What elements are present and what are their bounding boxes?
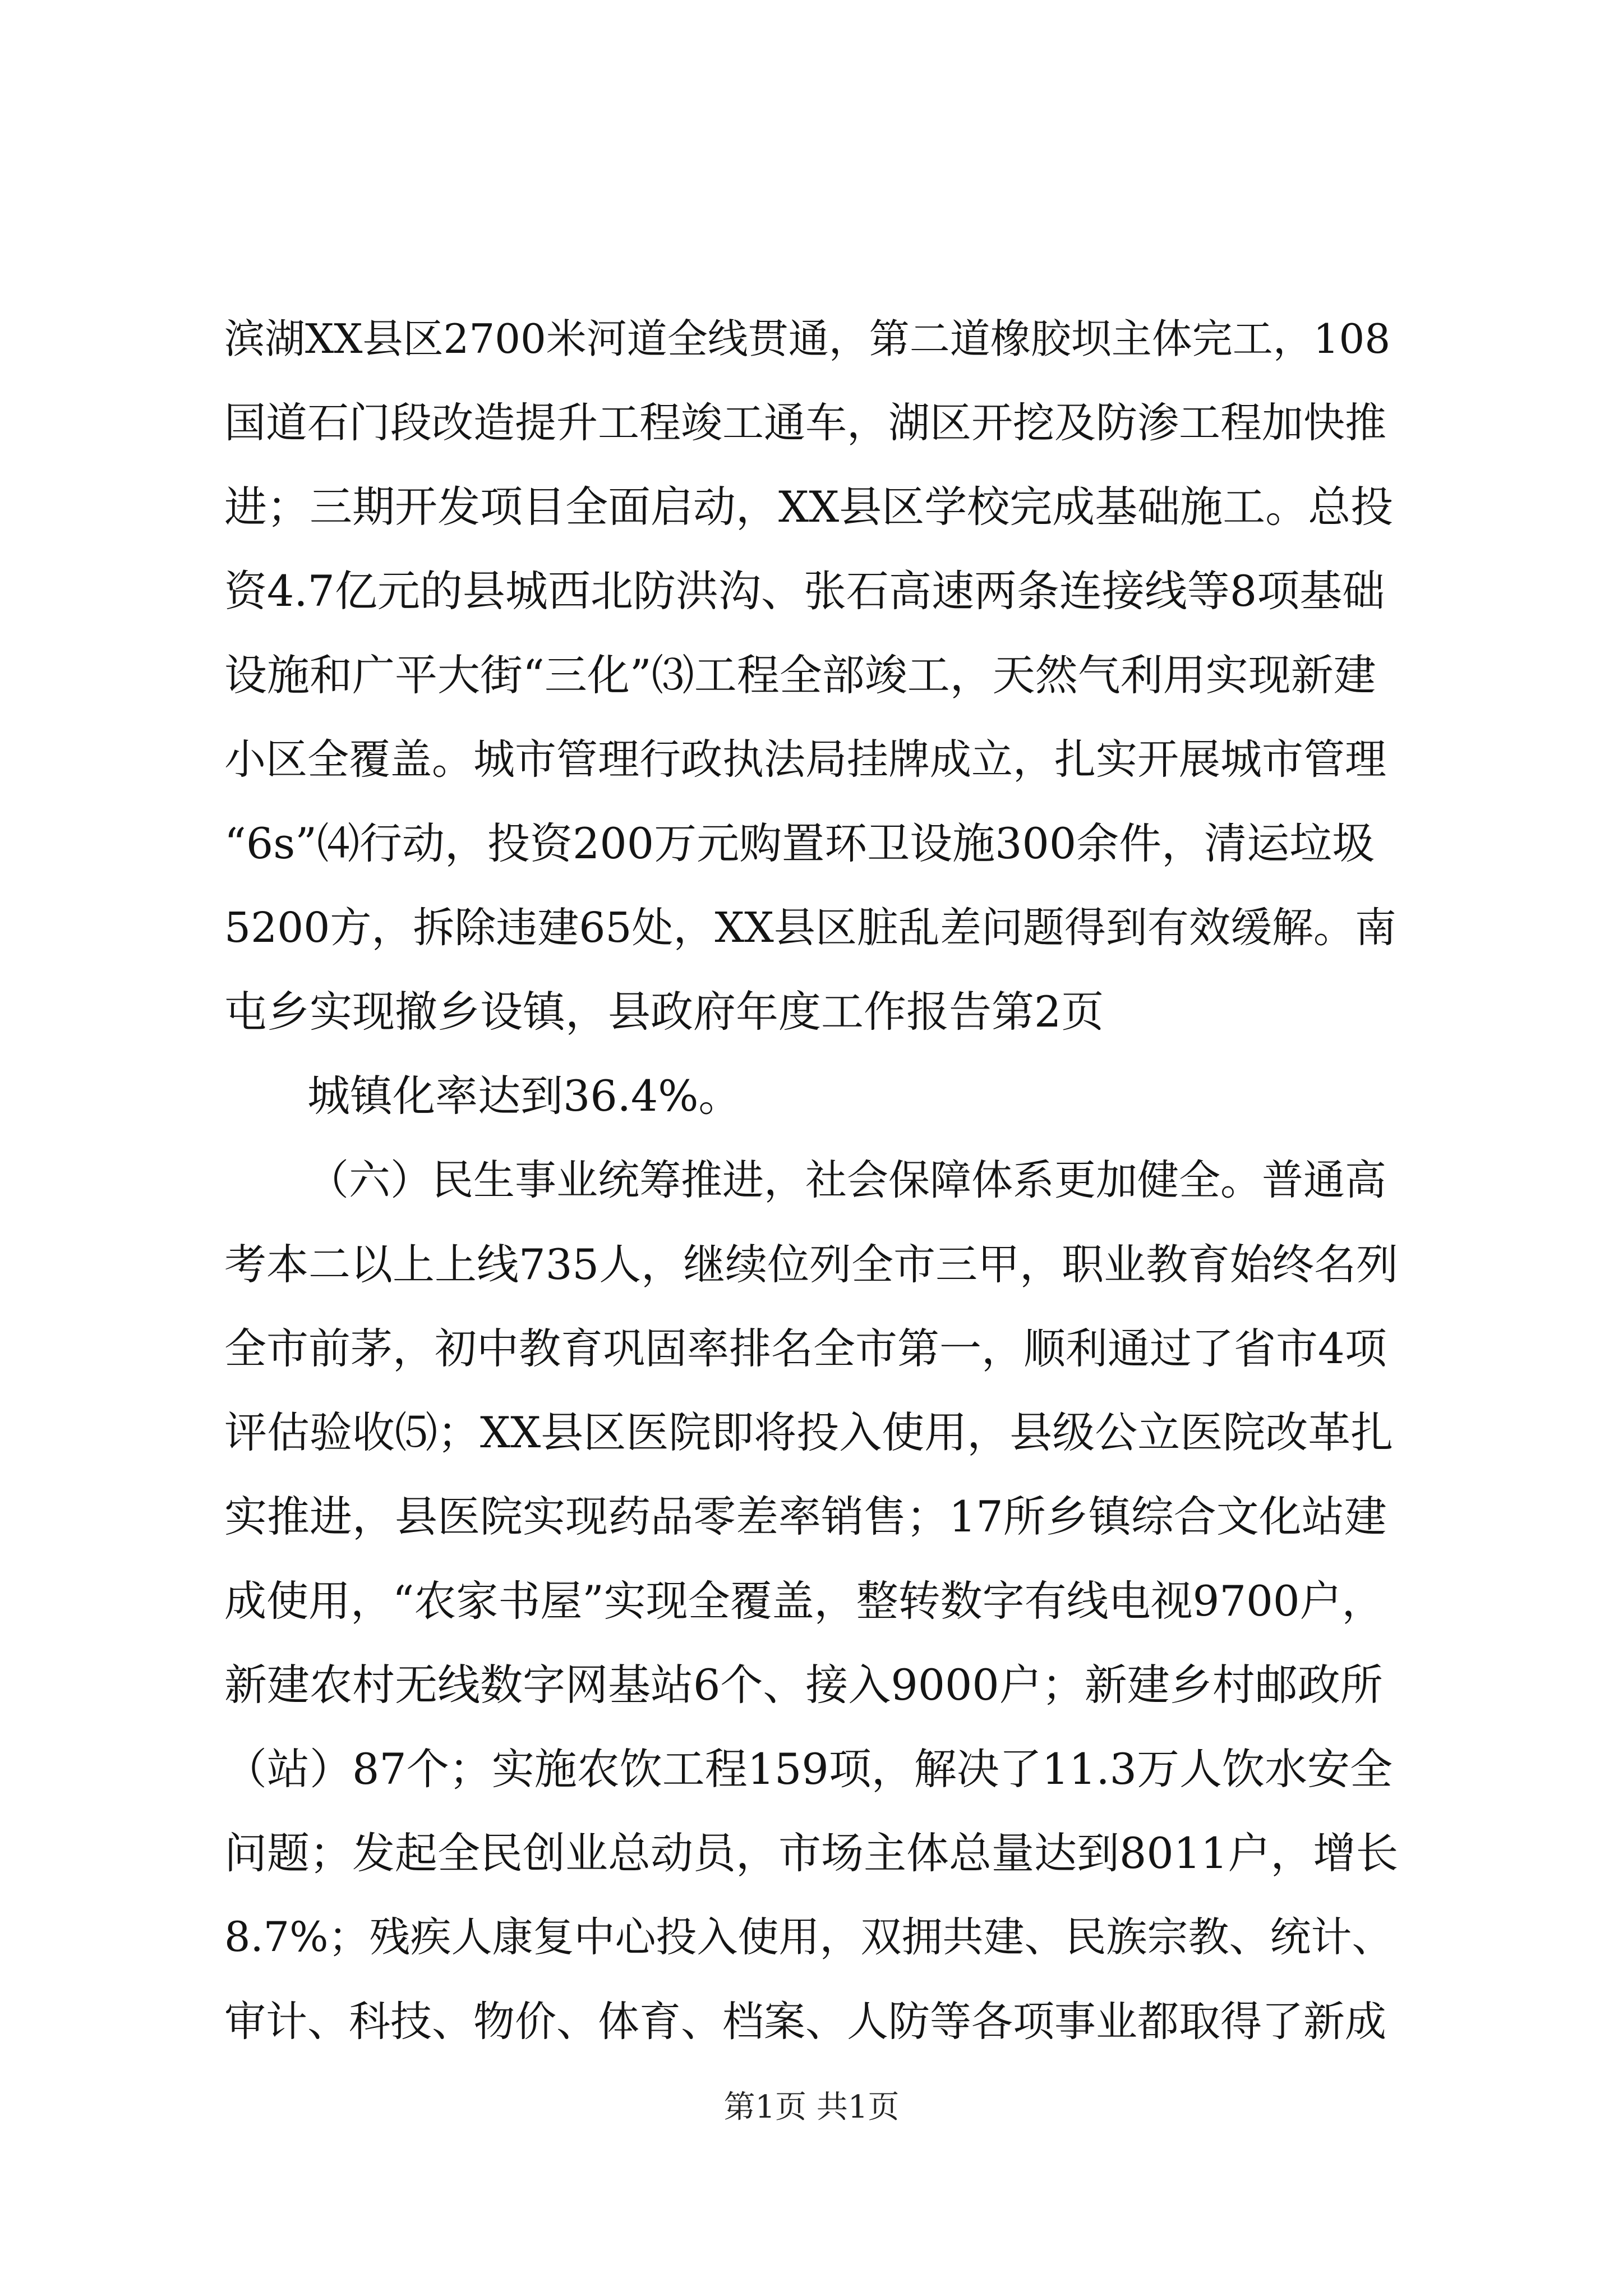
- page-footer: 第1页 共1页: [723, 2089, 900, 2125]
- section-heading-line: （六）民生事业统筹推进，社会保障体系更加健全。普通高: [307, 1156, 1386, 1204]
- body-line-8: 5200方，拆除违建65处，XX县区脏乱差问题得到有效缓解。南: [224, 904, 1396, 952]
- body-line-3: 进；三期开发项目全面启动，XX县区学校完成基础施工。总投: [224, 482, 1394, 532]
- body-line-14: 评估验收⑸；XX县区医院即将投入使用，县级公立医院改革扎: [224, 1407, 1394, 1457]
- body-line-2: 国道石门段改造提升工程竣工通车，湖区开挖及防渗工程加快推: [224, 399, 1386, 447]
- body-line-19: 问题；发起全民创业总动员，市场主体总量达到8011户，增长: [224, 1828, 1399, 1878]
- body-line-16: 成使用，“农家书屋”实现全覆盖，整转数字有线电视9700户，: [224, 1576, 1384, 1626]
- body-line-6: 小区全覆盖。城市管理行政执法局挂牌成立，扎实开展城市管理: [224, 735, 1386, 784]
- body-line-1: 滨湖XX县区2700米河道全线贯通，第二道橡胶坝主体完工，108: [224, 315, 1391, 362]
- body-line-13: 全市前茅，初中教育巩固率排名全市第一，顺利通过了省市4项: [224, 1324, 1387, 1373]
- body-line-18: （站）87个；实施农饮工程159项，解决了11.3万人饮水安全: [224, 1744, 1393, 1794]
- body-line-15: 实推进，县医院实现药品零差率销售；17所乡镇综合文化站建: [224, 1492, 1387, 1542]
- body-line-10: 城镇化率达到36.4%。: [307, 1071, 741, 1121]
- body-line-20: 8.7%；残疾人康复中心投入使用，双拥共建、民族宗教、统计、: [224, 1913, 1393, 1961]
- body-line-17: 新建农村无线数字网基站6个、接入9000户；新建乡村邮政所: [224, 1660, 1383, 1710]
- body-line-4: 资4.7亿元的县城西北防洪沟、张石高速两条连接线等8项基础: [224, 566, 1385, 616]
- body-line-5: 设施和广平大街“三化”⑶工程全部竣工，天然气利用实现新建: [224, 650, 1376, 700]
- body-line-12: 考本二以上上线735人，继续位列全市三甲，职业教育始终名列: [224, 1240, 1399, 1289]
- body-line-7: “6s”⑷行动，投资200万元购置环卫设施300余件，清运垃圾: [224, 818, 1375, 868]
- body-line-21: 审计、科技、物价、体育、档案、人防等各项事业都取得了新成: [224, 1998, 1386, 2046]
- body-line-9: 屯乡实现撤乡设镇，县政府年度工作报告第2页: [224, 987, 1104, 1037]
